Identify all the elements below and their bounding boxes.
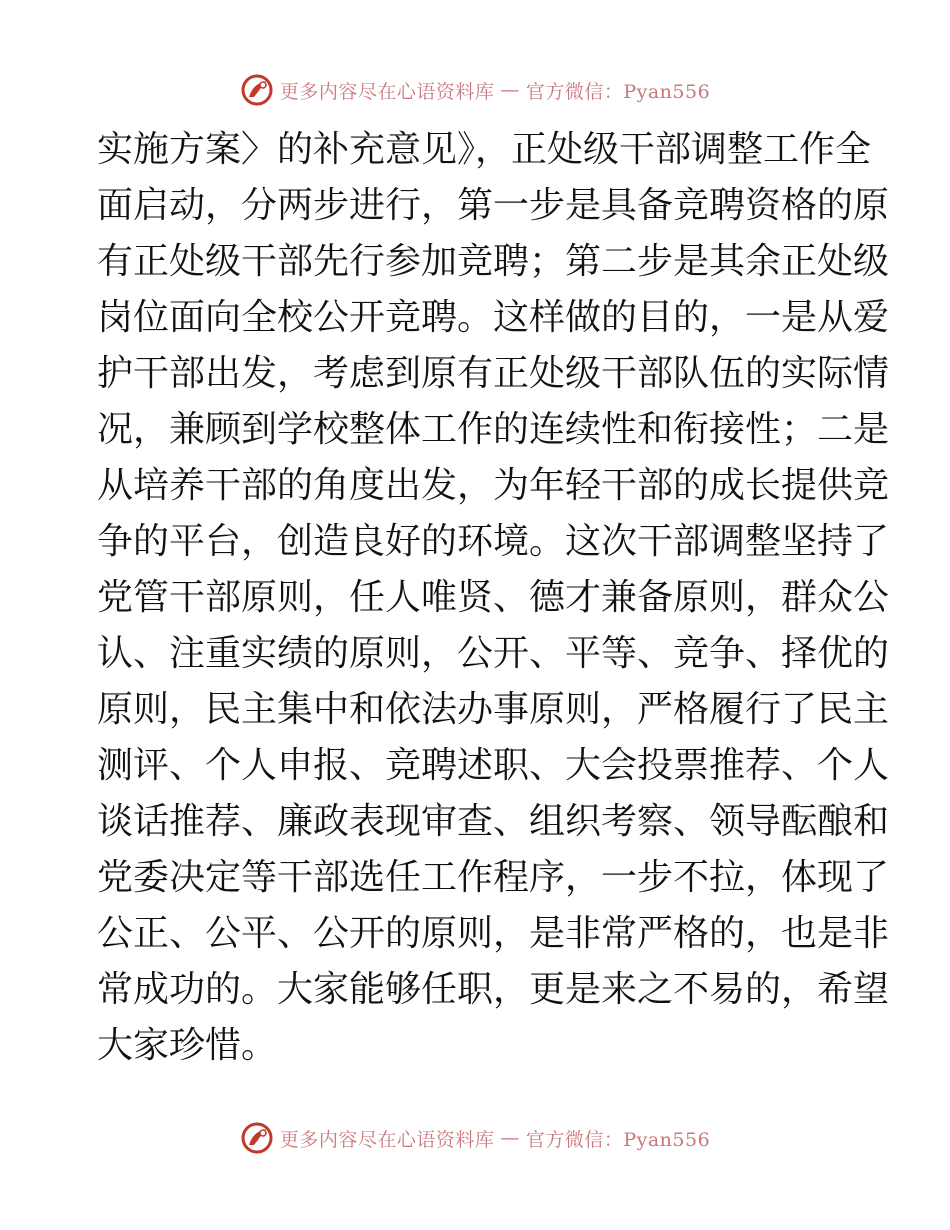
body-line: 实施方案〉的补充意见》，正处级干部调整工作全 <box>97 129 872 170</box>
body-line: 公正、公平、公开的原则，是非常严格的，也是非 <box>97 913 890 954</box>
body-line: 认、注重实绩的原则，公开、平等、竞争、择优的 <box>97 633 890 674</box>
body-line: 有正处级干部先行参加竞聘；第二步是其余正处级 <box>97 241 890 282</box>
body-line: 党管干部原则，任人唯贤、德才兼备原则，群众公 <box>97 577 890 618</box>
banner-wechat-text: 官方微信：Pyan556 <box>525 80 711 103</box>
body-line: 岗位面向全校公开竞聘。这样做的目的，一是从爱 <box>97 297 890 338</box>
body-line: 原则，民主集中和依法办事原则，严格履行了民主 <box>97 689 890 730</box>
body-line: 大家珍惜。 <box>97 1025 278 1066</box>
banner-site-text: 更多内容尽在心语资料库 <box>279 1128 495 1151</box>
banner-wechat-text: 官方微信：Pyan556 <box>525 1128 711 1151</box>
banner-dash: — <box>500 1127 520 1149</box>
brand-logo-icon <box>240 1121 274 1155</box>
body-line: 况，兼顾到学校整体工作的连续性和衔接性；二是 <box>97 409 890 450</box>
footer-banner <box>0 1118 950 1158</box>
body-line: 面启动，分两步进行，第一步是具备竞聘资格的原 <box>97 185 890 226</box>
body-line: 争的平台，创造良好的环境。这次干部调整坚持了 <box>97 521 890 562</box>
body-line: 从培养干部的角度出发，为年轻干部的成长提供竞 <box>97 465 890 506</box>
body-line: 常成功的。大家能够任职，更是来之不易的，希望 <box>97 969 890 1010</box>
body-line: 谈话推荐、廉政表现审查、组织考察、领导酝酿和 <box>97 801 890 842</box>
body-line: 党委决定等干部选任工作程序，一步不拉，体现了 <box>97 857 890 898</box>
body-line: 测评、个人申报、竞聘述职、大会投票推荐、个人 <box>97 745 890 786</box>
banner-dash: — <box>500 79 520 101</box>
document-body <box>97 122 890 1074</box>
body-line: 护干部出发，考虑到原有正处级干部队伍的实际情 <box>97 353 890 394</box>
header-banner <box>0 70 950 110</box>
banner-site-text: 更多内容尽在心语资料库 <box>279 80 495 103</box>
brand-logo-icon <box>240 73 274 107</box>
